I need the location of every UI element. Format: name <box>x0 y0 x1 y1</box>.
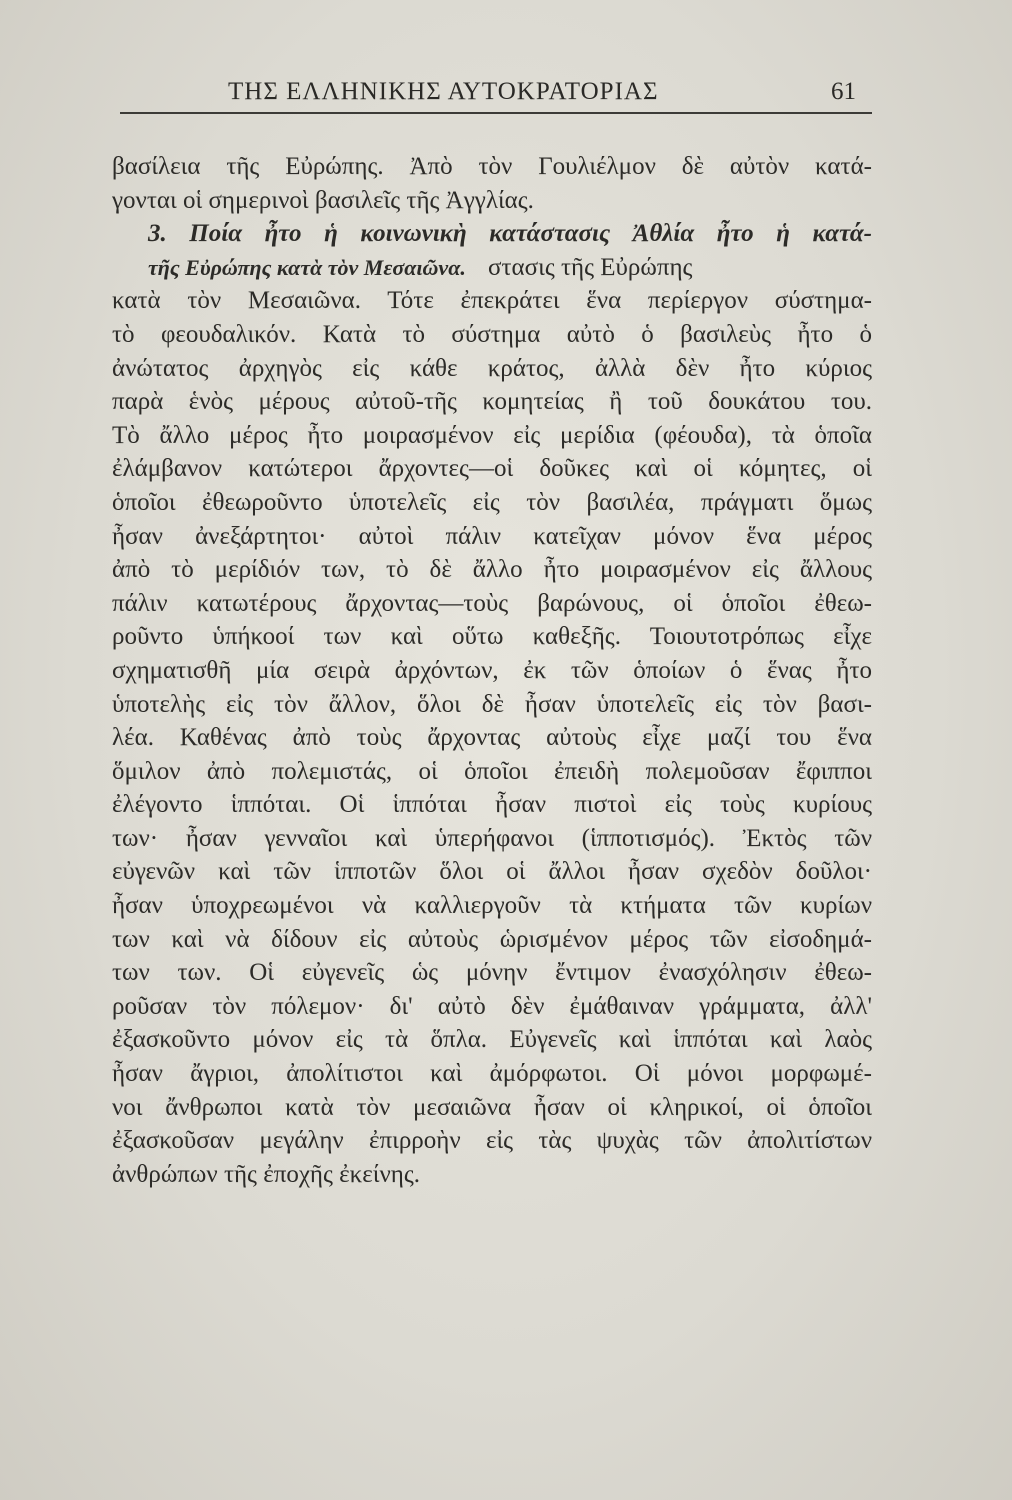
text-line: ροῦσαν τὸν πόλεμον· δι' αὐτὸ δὲν ἐμάθαιναν γράμματα, ἀλλ' <box>112 992 872 1020</box>
text-span: στασις τῆς Εὐρώπης <box>488 253 693 281</box>
text-line: των των. Οἱ εὐγενεῖς ὡς μόνην ἔντιμον ἐνασχόλησιν ἐθεω- <box>112 959 872 987</box>
question-heading: 3. Ποία ἦτο ἡ κοινωνικὴ κατάστασις Ἀθλία ἦτο ἡ κατά- <box>148 220 872 248</box>
text-line: ὑποτελὴς εἰς τὸν ἄλλον, ὅλοι δὲ ἦσαν ὑποτελεῖς εἰς τὸν βασι- <box>112 690 872 718</box>
text-line: σχηματισθῆ μία σειρὰ ἀρχόντων, ἐκ τῶν ὁποίων ὁ ἕνας ἦτο <box>112 656 872 684</box>
text-line: ἀνώτατος ἀρχηγὸς εἰς κάθε κράτος, ἀλλὰ δὲν ἦτο κύριος <box>112 354 872 382</box>
text-line: ἐξασκοῦντο μόνον εἰς τὰ ὅπλα. Εὐγενεῖς καὶ ἱππόται καὶ λαὸς <box>112 1026 872 1054</box>
question-heading-line <box>112 217 872 251</box>
text-line: ἦσαν ἄγριοι, ἀπολίτιστοι καὶ ἀμόρφωτοι. Οἱ μόνοι μορφωμέ- <box>112 1060 872 1088</box>
text-line: ἀνθρώπων τῆς ἐποχῆς ἐκείνης. <box>112 1160 420 1188</box>
text-line: τὸ φεουδαλικόν. Κατὰ τὸ σύστημα αὐτὸ ὁ βασιλεὺς ἦτο ὁ <box>112 320 872 348</box>
text-line: ὁποῖοι ἐθεωροῦντο ὑποτελεῖς εἰς τὸν βασιλέα, πράγματι ὅμως <box>112 488 872 516</box>
text-line: γονται οἱ σημερινοὶ βασιλεῖς τῆς Ἀγγλίας. <box>112 186 534 214</box>
text-line: λέα. Καθένας ἀπὸ τοὺς ἄρχοντας αὐτοὺς εἶχε μαζί του ἕνα <box>112 724 872 752</box>
text-line: ἀπὸ τὸ μερίδιόν των, τὸ δὲ ἄλλο ἦτο μοιρασμένον εἰς ἄλλους <box>112 556 872 584</box>
text-line: ἦσαν ὑποχρεωμένοι νὰ καλλιεργοῦν τὰ κτήματα τῶν κυρίων <box>112 892 872 920</box>
text-line: νοι ἄνθρωποι κατὰ τὸν μεσαιῶνα ἦσαν οἱ κληρικοί, οἱ ὁποῖοι <box>112 1093 872 1121</box>
text-line: Τὸ ἄλλο μέρος ἦτο μοιρασμένον εἰς μερίδια (φέουδα), τὰ ὁποῖα <box>112 421 872 449</box>
page-number: 61 <box>831 78 856 105</box>
text-line: ἐξασκοῦσαν μεγάλην ἐπιρροὴν εἰς τὰς ψυχὰς τῶν ἀπολιτίστων <box>112 1127 872 1155</box>
text-line: πάλιν κατωτέρους ἄρχοντας—τοὺς βαρώνους, οἱ ὁποῖοι ἐθεω- <box>112 589 872 617</box>
text-line: κατὰ τὸν Μεσαιῶνα. Τότε ἐπεκράτει ἕνα περίεργον σύστημα- <box>112 287 872 315</box>
question-heading-cont: τῆς Εὐρώπης κατὰ τὸν Μεσαιῶνα. <box>148 254 466 280</box>
text-line: ἐλέγοντο ἱππόται. Οἱ ἱππόται ἦσαν πιστοὶ εἰς τοὺς κυρίους <box>112 791 872 819</box>
text-line: ροῦντο ὑπήκοοί των καὶ οὕτω καθεξῆς. Τοιουτοτρόπως εἶχε <box>112 623 872 651</box>
text-line: ἐλάμβανον κατώτεροι ἄρχοντες—οἱ δοῦκες καὶ οἱ κόμητες, οἱ <box>112 455 872 483</box>
text-line: των· ἦσαν γενναῖοι καὶ ὑπερήφανοι (ἱπποτισμός). Ἐκτὸς τῶν <box>112 824 872 852</box>
text-line: ὅμιλον ἀπὸ πολεμιστάς, οἱ ὁποῖοι ἐπειδὴ πολεμοῦσαν ἔφιπποι <box>112 757 872 785</box>
text-line: εὐγενῶν καὶ τῶν ἱπποτῶν ὅλοι οἱ ἄλλοι ἦσαν σχεδὸν δοῦλοι· <box>112 858 872 886</box>
text-line: ἦσαν ἀνεξάρτητοι· αὐτοὶ πάλιν κατεῖχαν μόνον ἕνα μέρος <box>112 522 872 550</box>
text-line: παρὰ ἑνὸς μέρους αὐτοῦ-τῆς κομητείας ἢ τοῦ δουκάτου του. <box>112 388 872 416</box>
split-line <box>112 251 872 285</box>
body-text <box>112 150 872 1191</box>
page-header <box>120 72 880 120</box>
text-line: βασίλεια τῆς Εὐρώπης. Ἀπὸ τὸν Γουλιέλμον δὲ αὐτὸν κατά- <box>112 153 872 180</box>
text-line: των καὶ νὰ δίδουν εἰς αὐτοὺς ὡρισμένον μέρος τῶν εἰσοδημά- <box>112 925 872 953</box>
running-title: ΤΗΣ ΕΛΛΗΝΙΚΗΣ ΑΥΤΟΚΡΑΤΟΡΙΑΣ <box>228 78 659 105</box>
header-rule <box>120 112 872 114</box>
